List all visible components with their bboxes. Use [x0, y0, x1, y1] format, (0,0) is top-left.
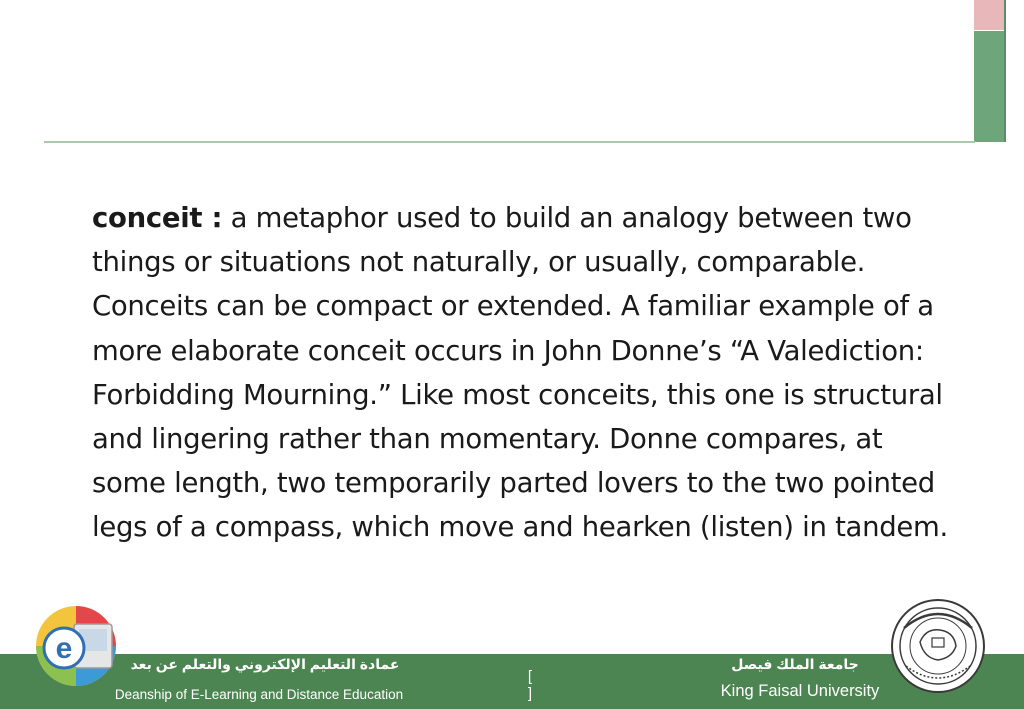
deanship-title-english: Deanship of E-Learning and Distance Education: [114, 687, 404, 702]
definition-paragraph: [92, 196, 952, 550]
e-learning-logo-icon: [30, 598, 120, 694]
svg-text:e: e: [55, 632, 73, 665]
header-divider: [44, 141, 975, 143]
corner-accent-edge: [1004, 0, 1006, 142]
definition-text: a metaphor used to build an analogy between two things or situations not naturally, or usually, comparable. Conceits can be compact or extended. A familiar example of a more elaborate conceit occurs in John Donne’s “A Valediction: Forbidding Mourning.” Like most conceits, this one is structural and lingering rather than momentary. Donne compares, at some length, two temporarily parted lovers to the two pointed legs of a compass, which move and hearken (listen) in tandem.: [92, 202, 948, 544]
deanship-title-arabic: عمادة التعليم الإلكتروني والتعلم عن بعد: [130, 656, 400, 672]
university-name-english: King Faisal University: [720, 682, 880, 700]
corner-accent-green: [974, 31, 1006, 142]
definition-term: conceit :: [92, 202, 223, 234]
slide-body: [92, 196, 952, 550]
corner-accent-pink: [974, 0, 1006, 30]
university-name-arabic: جامعة الملك فيصل: [731, 656, 859, 672]
university-seal-icon: [890, 598, 986, 694]
page-number-marker: [ ]: [527, 668, 553, 702]
